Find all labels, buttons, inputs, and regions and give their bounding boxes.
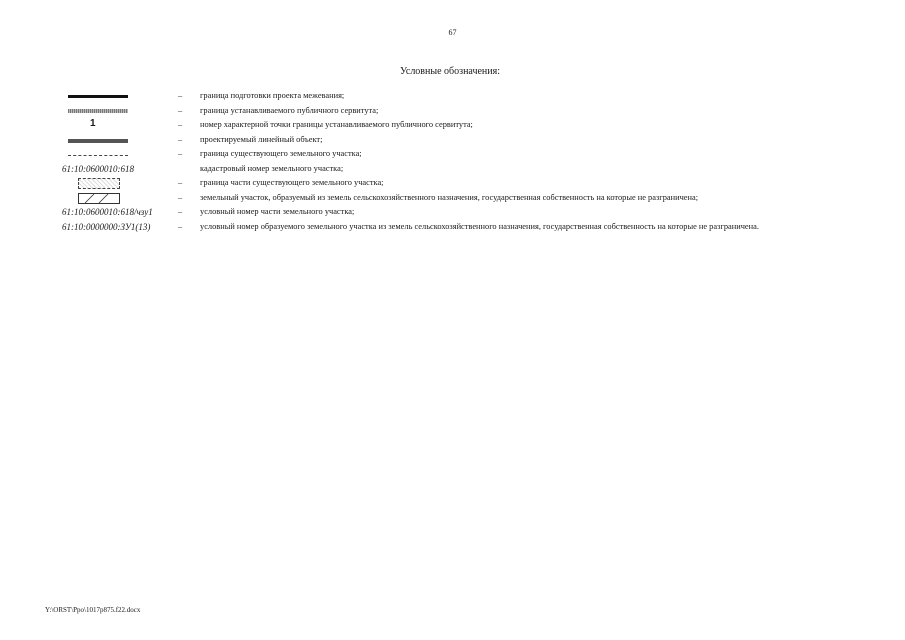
legend-dash: – — [178, 149, 183, 158]
legend-row — [60, 205, 850, 220]
legend-symbol — [60, 220, 178, 235]
legend-description: граница устанавливаемого публичного сервитута; — [200, 105, 379, 115]
legend-description: проектируемый линейный объект; — [200, 134, 323, 144]
legend-list — [60, 89, 850, 234]
legend-dash: – — [178, 105, 183, 115]
legend-row — [60, 176, 850, 191]
legend-symbol — [60, 205, 178, 220]
legend-row — [60, 220, 850, 235]
legend-dash: – — [178, 207, 183, 216]
new-plot-hatch-icon — [60, 191, 178, 206]
legend-description: условный номер образуемого земельного участка из земель сельскохозяйственного назначения, государственная собственность на которые не разграничена. — [200, 221, 759, 231]
legend-row — [60, 133, 850, 148]
cadastral-number-sample: 61:10:0600010:618 — [62, 163, 134, 174]
plot-part-boundary-icon — [60, 176, 178, 191]
legend-dash: – — [178, 221, 183, 231]
legend-dash: – — [178, 134, 183, 144]
legend-row — [60, 104, 850, 119]
legend-description: граница существующего земельного участка; — [200, 149, 362, 158]
legend-title: Условные обозначения: — [400, 66, 501, 77]
legend-row — [60, 89, 850, 104]
legend-description: номер характерной точки границы устанавливаемого публичного сервитута; — [200, 120, 473, 129]
legend-symbol — [60, 162, 178, 177]
projected-object-line-icon — [60, 133, 178, 148]
legend-dash: – — [178, 192, 183, 202]
legend-description: кадастровый номер земельного участка; — [200, 163, 344, 173]
point-number-label: 1 — [90, 118, 96, 129]
legend-description: граница части существующего земельного участка; — [200, 178, 384, 187]
legend-row — [60, 162, 850, 177]
legend-row — [60, 118, 850, 133]
file-path-footer: Y:\ORST\Ppo\1017p875.f22.docx — [45, 606, 141, 614]
part-number-sample: 61:10:0600010:618/чзу1 — [62, 207, 153, 217]
legend-dash: – — [178, 178, 183, 187]
legend-description: условный номер части земельного участка; — [200, 207, 355, 216]
legend-symbol — [60, 118, 178, 133]
existing-plot-boundary-icon — [60, 147, 178, 162]
servitude-boundary-line-icon — [60, 104, 178, 119]
legend-row — [60, 191, 850, 206]
legend-description: граница подготовки проекта межевания; — [200, 91, 345, 100]
legend-row — [60, 147, 850, 162]
thick-black-line-icon — [60, 89, 178, 104]
legend-dash: – — [178, 120, 183, 129]
legend-description: земельный участок, образуемый из земель сельскохозяйственного назначения, государственная собственность на которые не разграничена; — [200, 192, 699, 202]
legend-dash: – — [178, 91, 183, 100]
legend-dash — [178, 162, 200, 164]
new-plot-number-sample: 61:10:0000000:ЗУ1(13) — [62, 221, 151, 232]
page-number: 67 — [448, 28, 457, 37]
